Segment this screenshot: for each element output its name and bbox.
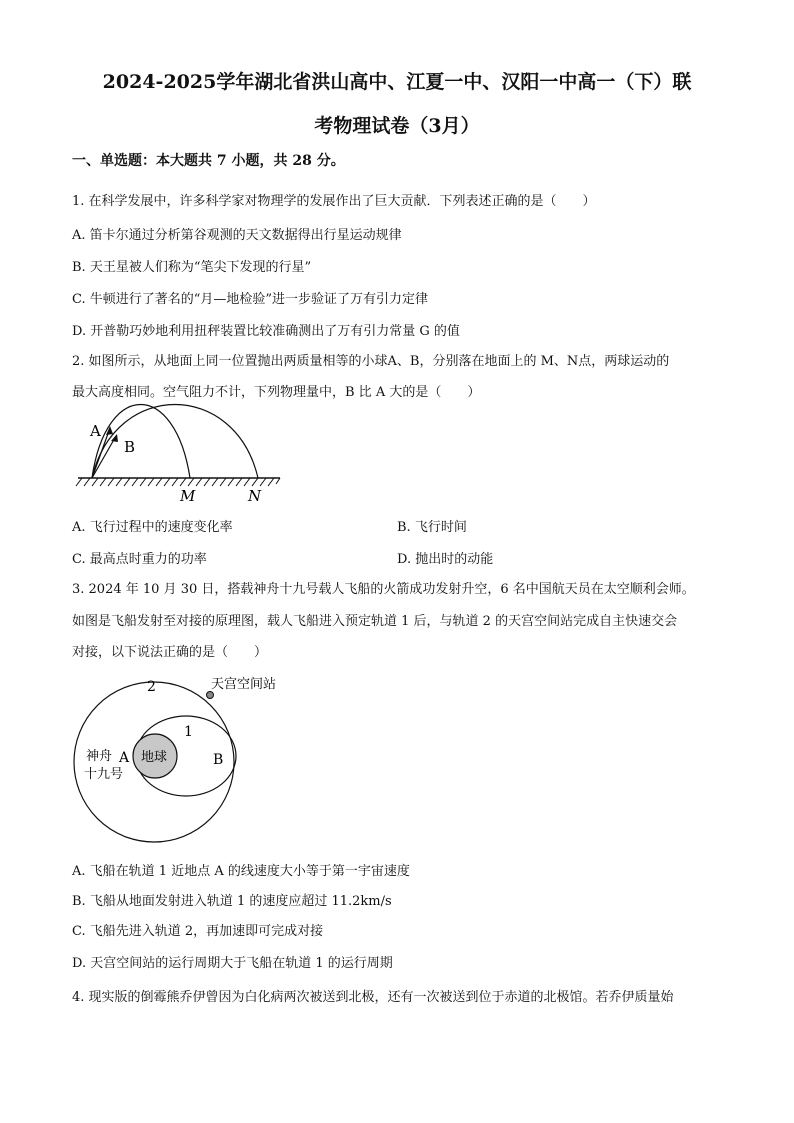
point-a-label: A <box>119 750 130 766</box>
q3-stem-line3: 对接，以下说法正确的是（ ） <box>72 645 268 660</box>
trajectory-a <box>92 405 190 479</box>
q2-stem-line2: 最大高度相同。空气阻力不计，下列物理量中，B 比 A 大的是（ ） <box>72 385 481 400</box>
q1-option-c: C. 牛顿进行了著名的“月—地检验”进一步验证了万有引力定律 <box>72 292 429 307</box>
exam-title-line2: 考物理试卷（3月） <box>314 115 480 137</box>
space-station <box>207 692 214 699</box>
q1-option-d: D. 开普勒巧妙地利用扭秤装置比较准确测出了万有引力常量 G 的值 <box>72 324 460 339</box>
q1-stem: 1. 在科学发展中，许多科学家对物理学的发展作出了巨大贡献．下列表述正确的是（ ） <box>72 194 596 209</box>
arrowhead-a <box>106 426 113 435</box>
label-b: B <box>124 438 136 456</box>
q2-option-d: D. 抛出时的动能 <box>397 552 494 567</box>
q3-option-b: B. 飞船从地面发射进入轨道 1 的速度应超过 11.2km/s <box>72 894 392 909</box>
q1-option-a: A. 笛卡尔通过分析第谷观测的天文数据得出行星运动规律 <box>72 228 402 243</box>
label-n: N <box>248 487 262 505</box>
q3-stem-line2: 如图是飞船发射至对接的原理图，载人飞船进入预定轨道 1 后，与轨道 2 的天宫空间站完成自主快速交会 <box>72 614 678 629</box>
station-label: 天宫空间站 <box>211 677 277 692</box>
section-heading: 一、单选题：本大题共 7 小题，共 28 分。 <box>72 153 345 169</box>
ship-label-line1: 神舟 <box>86 749 113 764</box>
ship-label-line2: 十九号 <box>84 767 124 782</box>
q3-option-a: A. 飞船在轨道 1 近地点 A 的线速度大小等于第一宇宙速度 <box>72 864 410 879</box>
point-b-label: B <box>213 752 224 768</box>
q2-stem-line1: 2. 如图所示，从地面上同一位置抛出两质量相等的小球A、B，分别落在地面上的 M、N点，两球运动的 <box>72 354 670 369</box>
q2-option-b: B. 飞行时间 <box>397 520 467 535</box>
label-a: A <box>90 422 101 440</box>
q3-stem-line1: 3. 2024 年 10 月 30 日，搭载神舟十九号载人飞船的火箭成功发射升空，6 名中国航天员在太空顺利会师。 <box>72 582 695 597</box>
q4-stem-line1: 4. 现实版的倒霉熊乔伊曾因为白化病两次被送到北极，还有一次被送到位于赤道的北极馆。若乔伊质量始 <box>72 990 674 1005</box>
q3-option-d: D. 天宫空间站的运行周期大于飞船在轨道 1 的运行周期 <box>72 956 393 971</box>
orbit-1-label: 1 <box>184 724 193 740</box>
q1-option-b: B. 天王星被人们称为“笔尖下发现的行星” <box>72 260 312 275</box>
label-m: M <box>180 487 196 505</box>
ground-hatch <box>76 478 280 486</box>
orbit-figure <box>70 668 320 848</box>
projectile-figure <box>70 400 290 505</box>
q3-option-c: C. 飞船先进入轨道 2，再加速即可完成对接 <box>72 924 324 939</box>
orbit-2-label: 2 <box>147 679 156 695</box>
earth-label: 地球 <box>141 750 168 765</box>
q2-option-a: A. 飞行过程中的速度变化率 <box>72 520 233 535</box>
exam-title-line1: 2024-2025学年湖北省洪山高中、江夏一中、汉阳一中高一（下）联 <box>102 71 692 93</box>
q2-option-c: C. 最高点时重力的功率 <box>72 552 207 567</box>
